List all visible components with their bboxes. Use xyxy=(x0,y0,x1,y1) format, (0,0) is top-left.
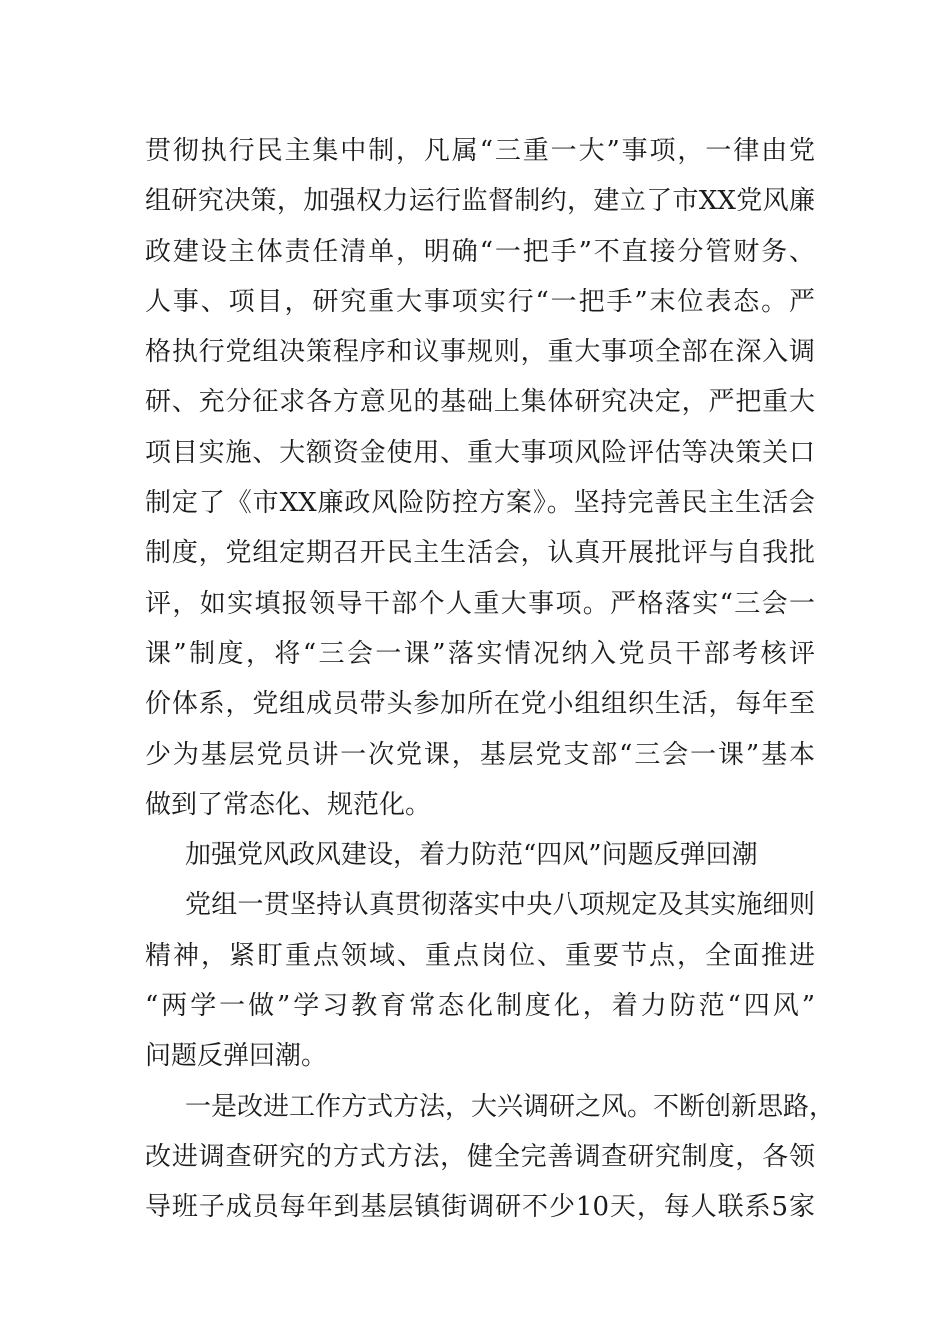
text-line: 贯彻执行民主集中制，凡属“三重一大”事项，一律由党 xyxy=(145,136,815,166)
text-line: 课”制度，将“三会一课”落实情况纳入党员干部考核评 xyxy=(145,638,815,669)
text-line: 少为基层党员讲一次党课，基层党支部“三会一课”基本 xyxy=(145,739,815,770)
text-line: 项目实施、大额资金使用、重大事项风险评估等决策关口 xyxy=(145,437,815,468)
text-line: 改进调查研究的方式方法，健全完善调查研究制度，各领 xyxy=(145,1141,815,1172)
text-line: 制定了《市XX廉政风险防控方案》。坚持完善民主生活会 xyxy=(145,488,815,519)
text-line: 问题反弹回潮。 xyxy=(145,1041,328,1072)
document-body xyxy=(145,126,836,1233)
text-line: 做到了常态化、规范化。 xyxy=(145,789,432,820)
text-line: 党组一贯坚持认真贯彻落实中央八项规定及其实施细则 xyxy=(185,890,815,921)
text-line: 评，如实填报领导干部个人重大事项。严格落实“三会一 xyxy=(145,588,815,619)
text-line: 人事、项目，研究重大事项实行“一把手”末位表态。严 xyxy=(145,286,815,317)
text-line: 一是改进工作方式方法，大兴调研之风。不断创新思路， xyxy=(185,1091,836,1122)
text-line: 研、充分征求各方意见的基础上集体研究决定，严把重大 xyxy=(145,387,815,418)
section-heading: 加强党风政风建设，着力防范“四风”问题反弹回潮 xyxy=(185,840,758,871)
text-line: 导班子成员每年到基层镇街调研不少10天，每人联系5家 xyxy=(145,1192,815,1223)
text-line: 精神，紧盯重点领域、重点岗位、重要节点，全面推进 xyxy=(145,940,815,971)
text-line: 格执行党组决策程序和议事规则，重大事项全部在深入调 xyxy=(145,337,815,368)
text-line: 组研究决策，加强权力运行监督制约，建立了市XX党风廉 xyxy=(145,186,815,217)
text-line: 政建设主体责任清单，明确“一把手”不直接分管财务、 xyxy=(145,236,815,267)
text-line: 价体系，党组成员带头参加所在党小组组织生活，每年至 xyxy=(145,689,815,720)
text-line: “两学一做”学习教育常态化制度化，着力防范“四风” xyxy=(145,991,815,1022)
text-line: 制度，党组定期召开民主生活会，认真开展批评与自我批 xyxy=(145,538,815,569)
